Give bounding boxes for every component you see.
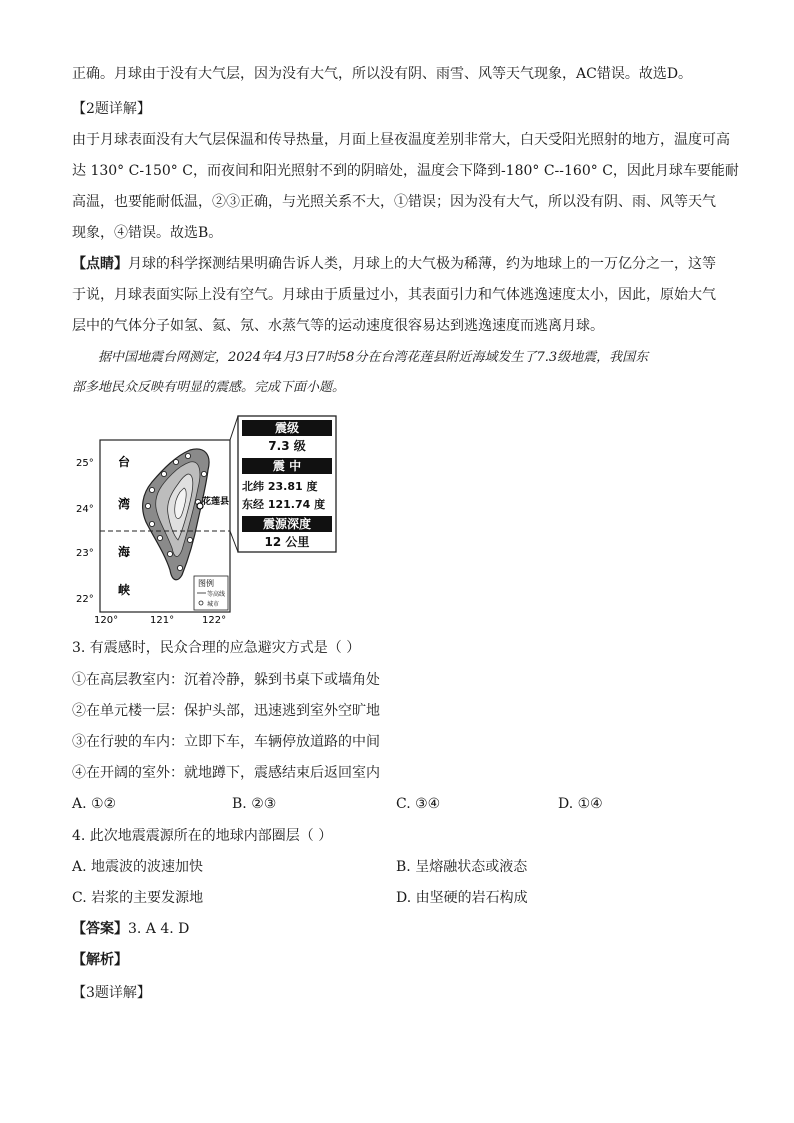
- depth-value: 12 公里: [264, 535, 310, 549]
- hualien-label: 花莲县: [202, 497, 230, 507]
- question-3-option-a: A. ①②: [72, 796, 117, 812]
- text-line: 正确。月球由于没有大气层，因为没有大气，所以没有阴、雨雪、风等天气现象，AC错误。故选D。: [72, 66, 693, 82]
- tip-tag: 【点睛】: [72, 256, 128, 272]
- text-line: 于说，月球表面实际上没有空气。月球由于质量过小，其表面引力和气体逃逸速度太小，因此，原始大气: [72, 287, 716, 303]
- analysis-tag: 【解析】: [72, 952, 128, 968]
- answer-line: [72, 919, 189, 939]
- question-3-option-c: C. ③④: [396, 796, 441, 812]
- magnitude-title: 震级: [274, 421, 300, 435]
- epicenter-title: 震 中: [272, 459, 302, 473]
- question-3-item: ①在高层教室内：沉着冷静，躲到书桌下或墙角处: [72, 672, 380, 688]
- question-3-stem: 3. 有震感时，民众合理的应急避灾方式是（ ）: [72, 640, 361, 656]
- lat-label: 23°: [76, 548, 94, 559]
- legend-city-symbol: [199, 601, 203, 605]
- question-4-option-d: D. 由坚硬的岩石构成: [396, 890, 528, 906]
- intro-line: 据中国地震台网测定，2024年4月3日7时58分在台湾花莲县附近海域发生了7.3级地震，我国东: [98, 350, 649, 365]
- lon-label: 120°: [94, 615, 119, 625]
- connector-line: [230, 531, 238, 552]
- epicenter-lat: 北纬 23.81 度: [242, 480, 318, 493]
- legend-city: 城市: [207, 601, 220, 608]
- lon-label: 121°: [150, 615, 175, 625]
- legend-title: 图例: [198, 579, 214, 588]
- place-label: 海: [118, 545, 131, 559]
- legend-contour: 等高线: [207, 591, 226, 598]
- place-label: 湾: [118, 497, 131, 511]
- epicenter-lon: 东经 121.74 度: [242, 498, 326, 511]
- tip-paragraph: [72, 254, 716, 274]
- question-4-stem: 4. 此次地震震源所在的地球内部圈层（ ）: [72, 828, 333, 844]
- question-4-option-c: C. 岩浆的主要发源地: [72, 890, 204, 906]
- tip-text: 月球的科学探测结果明确告诉人类，月球上的大气极为稀薄，约为地球上的一万亿分之一，这等: [128, 256, 716, 272]
- section-heading: 【2题详解】: [72, 101, 151, 117]
- text-line: 达 130° C-150° C，而夜间和阳光照射不到的阴暗处，温度会下降到-180° C--160° C，因此月球车要能耐: [72, 163, 739, 179]
- question-4-option-b: B. 呈熔融状态或液态: [396, 859, 528, 875]
- question-3-item: ③在行驶的车内：立即下车，车辆停放道路的中间: [72, 734, 380, 750]
- question-4-option-a: A. 地震波的波速加快: [72, 859, 204, 875]
- question-3-item: ②在单元楼一层：保护头部，迅速逃到室外空旷地: [72, 703, 380, 719]
- text-line: 高温，也要能耐低温，②③正确，与光照关系不大，①错误；因为没有大气，所以没有阴、雨、风等天气: [72, 194, 716, 210]
- depth-title: 震源深度: [262, 517, 312, 531]
- text-line: 由于月球表面没有大气层保温和传导热量，月面上昼夜温度差别非常大，白天受阳光照射的地方，温度可高: [72, 132, 730, 148]
- answer-tag: 【答案】: [72, 921, 128, 937]
- question-3-option-b: B. ②③: [232, 796, 277, 812]
- question-3-item: ④在开阔的室外：就地蹲下，震感结束后返回室内: [72, 765, 380, 781]
- place-label: 峡: [118, 583, 131, 597]
- text-line: 现象，④错误。故选B。: [72, 225, 223, 241]
- taiwan-earthquake-map: [72, 410, 342, 625]
- magnitude-value: 7.3 级: [268, 439, 306, 453]
- connector-line: [230, 416, 238, 440]
- detail-3-tag: 【3题详解】: [72, 985, 151, 1001]
- answer-text: 3. A 4. D: [128, 921, 190, 937]
- place-label: 台: [118, 455, 131, 469]
- lon-label: 122°: [202, 615, 227, 625]
- text-line: 层中的气体分子如氢、氦、氖、水蒸气等的运动速度很容易达到逃逸速度而逃离月球。: [72, 318, 604, 334]
- lat-label: 22°: [76, 594, 94, 605]
- lat-label: 25°: [76, 458, 94, 469]
- lat-label: 24°: [76, 504, 94, 515]
- question-3-option-d: D. ①④: [558, 796, 603, 812]
- intro-line: 部多地民众反映有明显的震感。完成下面小题。: [72, 380, 346, 395]
